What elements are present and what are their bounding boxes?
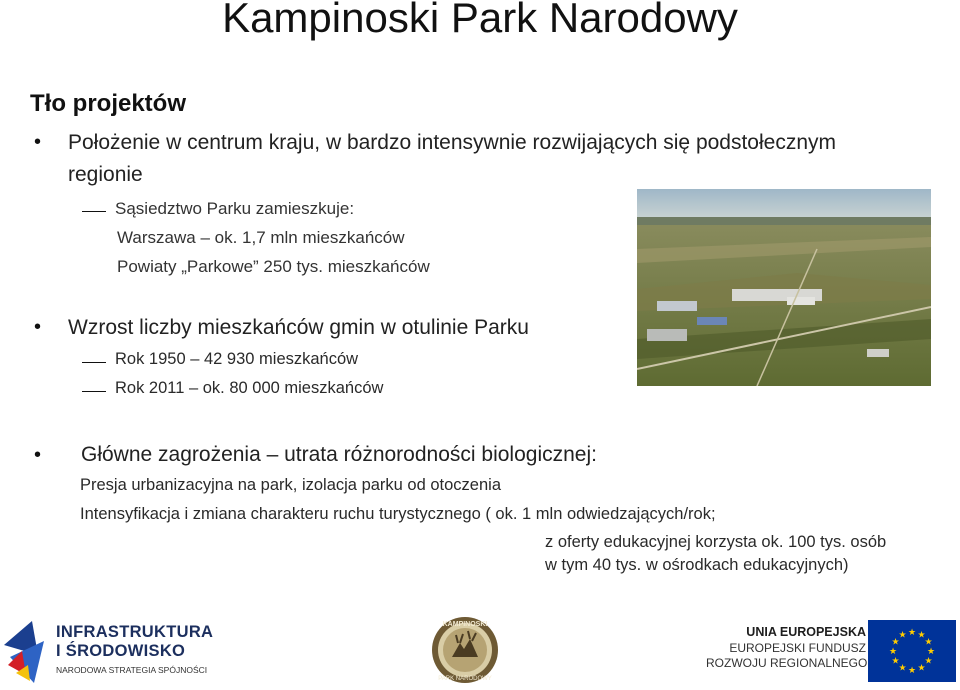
bullet1-item: Warszawa – ok. 1,7 mln mieszkańców: [117, 228, 405, 247]
svg-text:★: ★: [917, 663, 926, 674]
dash-icon: [82, 362, 106, 363]
eu-line1: UNIA EUROPEJSKA: [746, 625, 866, 639]
eu-flag-icon: [868, 620, 956, 682]
infra-line3: NARODOWA STRATEGIA SPÓJNOŚCI: [56, 665, 208, 675]
svg-text:★: ★: [898, 630, 907, 641]
svg-text:★: ★: [907, 628, 917, 638]
bullet1-item: Powiaty „Parkowe” 250 tys. mieszkańców: [117, 257, 430, 276]
bullet-dot: •: [34, 316, 42, 338]
svg-text:★: ★: [924, 656, 933, 667]
bullet3-item: Presja urbanizacyjna na park, izolacja parku od otoczenia: [80, 476, 501, 494]
bullet3-item: z oferty edukacyjnej korzysta ok. 100 tys. osób: [545, 533, 887, 551]
bullet1-sub: Sąsiedztwo Parku zamieszkuje:: [115, 199, 355, 218]
dash-icon: [82, 391, 106, 392]
eu-flag: [868, 620, 956, 682]
infrastruktura-logo: [4, 615, 214, 685]
aerial-photo: [637, 189, 931, 386]
svg-text:★: ★: [917, 630, 926, 641]
eu-fund-text: [706, 625, 866, 675]
infra-line2: I ŚRODOWISKO: [56, 642, 186, 660]
bullet1-line2: regionie: [68, 163, 143, 186]
bullet3-item: w tym 40 tys. w ośrodkach edukacyjnych): [545, 556, 849, 574]
bullet2-item: Rok 2011 – ok. 80 000 mieszkańców: [115, 379, 384, 397]
park-logo-top: KAMPINOSKI: [442, 621, 488, 628]
infra-line1: INFRASTRUKTURA: [56, 623, 214, 641]
svg-text:★: ★: [926, 647, 936, 657]
bullet3-text: Główne zagrożenia – utrata różnorodności biologicznej:: [81, 443, 597, 466]
bullet2-item: Rok 1950 – 42 930 mieszkańców: [115, 350, 359, 368]
infra-logo-icon: [4, 615, 50, 683]
svg-text:★: ★: [891, 656, 900, 667]
page-title: Kampinoski Park Narodowy: [222, 0, 738, 41]
bullet3-item: Intensyfikacja i zmiana charakteru ruchu turystycznego ( ok. 1 mln odwiedzających/rok;: [80, 505, 716, 523]
bullet1-line1: Położenie w centrum kraju, w bardzo intensywnie rozwijających się podstołecznym: [68, 131, 837, 154]
park-emblem-icon: [430, 615, 500, 685]
bullet-dot: •: [34, 444, 42, 466]
park-logo: [430, 615, 500, 685]
bullet2-text: Wzrost liczby mieszkańców gmin w otulinie Parku: [68, 316, 529, 339]
park-logo-bottom: PARK NARODOWY: [438, 676, 492, 682]
svg-text:★: ★: [891, 637, 900, 648]
bullet-dot: •: [34, 131, 42, 153]
dash-icon: [82, 211, 106, 212]
svg-text:★: ★: [898, 663, 907, 674]
eu-line2: EUROPEJSKI FUNDUSZ: [729, 641, 866, 655]
eu-line3: ROZWOJU REGIONALNEGO: [706, 656, 868, 670]
svg-text:★: ★: [924, 637, 933, 648]
svg-text:★: ★: [888, 647, 898, 657]
section-heading: Tło projektów: [30, 90, 186, 117]
svg-text:★: ★: [907, 666, 917, 676]
